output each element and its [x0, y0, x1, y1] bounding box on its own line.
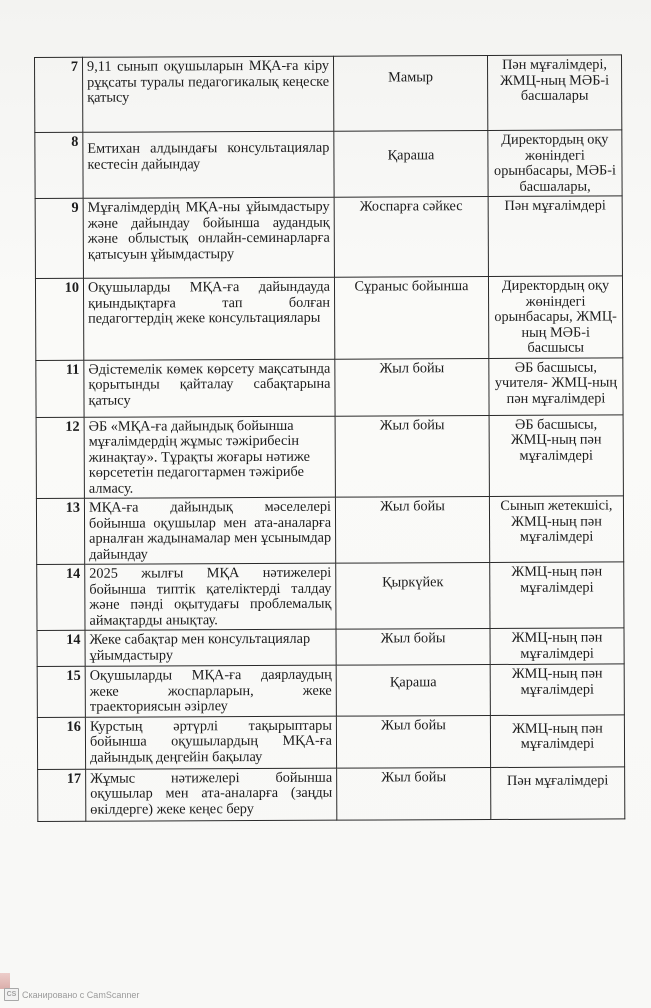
term-cell: Жоспарға сәйкес [334, 197, 488, 278]
responsible-cell: ЖМЦ-ның пән мұғалімдері [490, 664, 624, 715]
activity-cell: Әдістемелік көмек көрсету мақсатында қорытынды қайталау сабақтарына қатысу [84, 359, 335, 417]
responsible-cell: ЖМЦ-ның пән мұғалімдері [490, 714, 624, 767]
activity-cell: Жұмыс нәтижелері бойынша оқушылар мен ата-аналарға (заңды өкілдерге) жеке кеңес беру [86, 768, 337, 821]
responsible-cell: ӘБ басшысы, ЖМЦ-ның пән мұғалімдері [489, 414, 623, 496]
responsible-cell: Сынып жетекшісі, ЖМЦ-ның пән мұғалімдері [489, 496, 623, 563]
activity-cell: Курстың әртүрлі тақырыптары бойынша оқушылардың МҚА-ға дайындық деңгейін бақылау [85, 716, 336, 769]
responsible-cell: Пән мұғалімдері [488, 196, 622, 277]
table-row [36, 357, 623, 417]
row-number: 8 [35, 132, 83, 198]
table-row [37, 714, 624, 769]
table-row [37, 562, 624, 631]
responsible-cell: ӘБ басшысы, учителя- ЖМЦ-ның пән мұғалімдері [489, 357, 623, 415]
camscanner-watermark [4, 988, 139, 1001]
activity-cell: МҚА-ға дайындық мәселелері бойынша оқушылар мен ата-аналарға арналған жадынамалар мен ұсынымдар дайындау [84, 497, 335, 564]
activity-cell: 2025 жылғы МҚА нәтижелері бойынша типтік қателіктерді талдау және пәнді оқытудағы проблемалық аймақтарды анықтау. [85, 563, 336, 630]
row-number: 13 [36, 498, 84, 564]
term-cell: Қараша [336, 665, 490, 716]
activity-cell: 9,11 сынып оқушыларын МҚА-ға кіру рұқсаты туралы педагогикалық кеңеске қатысу [83, 56, 334, 132]
row-number: 9 [35, 198, 83, 278]
term-cell: Қараша [334, 131, 488, 198]
activity-cell: ӘБ «МҚА-ға дайындық бойынша мұғалімдердің жұмыс тәжірибесін жинақтау». Тұрақты жоғары нәтиже көрсететін педагогтармен тәжірибе алмасу. [84, 416, 335, 499]
row-number: 15 [37, 666, 85, 717]
activity-cell: Оқушыларды МҚА-ға дайындауда қиындықтарға тап болған педагогтердің жеке консультациялары [83, 277, 334, 360]
responsible-cell: Директордың оқу жөніндегі орынбасары, МӘБ-і басшалары, [488, 130, 622, 197]
term-cell: Сұраныс бойынша [334, 277, 488, 359]
term-cell: Қыркүйек [336, 563, 490, 630]
row-number: 7 [35, 57, 83, 132]
activity-cell: Мұғалімдердің МҚА-ны ұйымдастыру және дайындау бойынша аудандық және облыстық онлайн-семинарларға қатысуын ұйымдастыру [83, 197, 334, 278]
responsible-cell: Директордың оқу жөніндегі орынбасары, ЖМЦ-ның МӘБ-і басшысы [488, 276, 622, 358]
table-row [35, 276, 622, 360]
table-row [36, 414, 623, 498]
term-cell: Жыл бойы [335, 415, 489, 497]
watermark-text: Сканировано с CamScanner [22, 989, 140, 1000]
responsible-cell: ЖМЦ-ның пән мұғалімдері [490, 628, 624, 665]
row-number: 16 [37, 717, 85, 769]
plan-table [34, 54, 625, 821]
table-row [35, 55, 622, 133]
row-number: 12 [36, 417, 84, 499]
row-number: 10 [35, 278, 83, 360]
table-row [35, 130, 622, 199]
term-cell: Жыл бойы [335, 497, 489, 564]
term-cell: Жыл бойы [336, 715, 490, 768]
activity-cell: Оқушыларды МҚА-ға даярлаудың жеке жоспарларын, жеке траекториясын әзірлеу [85, 665, 336, 717]
activity-cell: Емтихан алдындағы консультациялар кестесін дайындау [83, 131, 334, 198]
responsible-cell: Пән мұғалімдері, ЖМЦ-ның МӘБ-і басшалары [487, 55, 621, 131]
table-row [35, 196, 622, 279]
term-cell: Жыл бойы [336, 629, 490, 666]
row-number: 14 [37, 564, 85, 630]
row-number: 14 [37, 630, 85, 666]
responsible-cell: Пән мұғалімдері [491, 766, 625, 819]
row-number: 17 [38, 769, 86, 821]
term-cell: Мамыр [333, 56, 487, 132]
table-row [37, 664, 624, 717]
row-number: 11 [36, 360, 84, 417]
activity-cell: Жеке сабақтар мен консультациялар ұйымдастыру [85, 629, 336, 666]
table-row [37, 628, 624, 667]
term-cell: Жыл бойы [335, 358, 489, 416]
scan-edge-mark [0, 973, 10, 989]
table-row [36, 496, 623, 565]
responsible-cell: ЖМЦ-ның пән мұғалімдері [490, 562, 624, 629]
camscanner-logo-icon: CS [4, 988, 19, 1001]
table-row [38, 766, 625, 821]
term-cell: Жыл бойы [337, 767, 491, 820]
